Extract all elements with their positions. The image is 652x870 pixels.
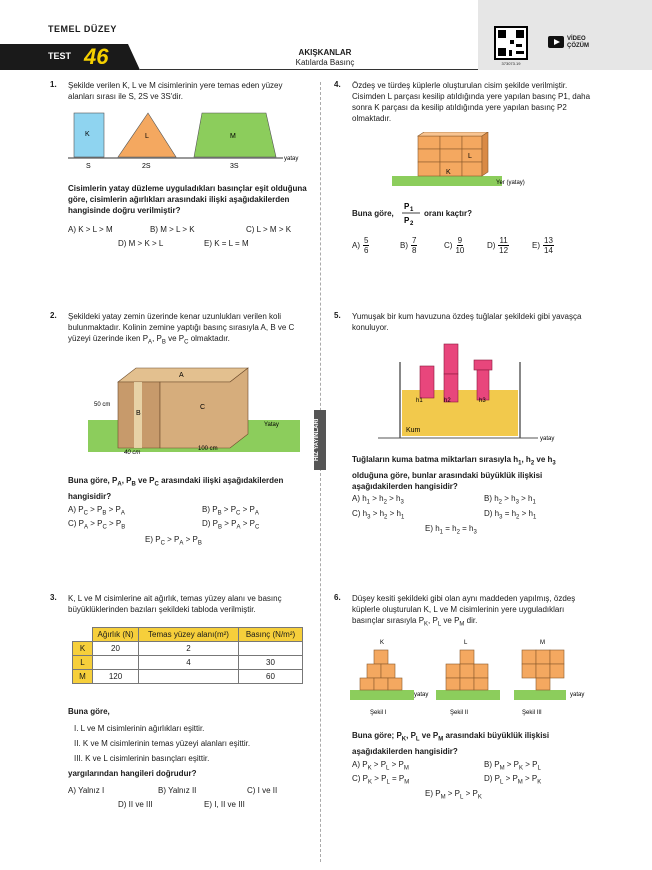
q3-text: K, L ve M cisimlerine ait ağırlık, temas yüzey alanı ve basınç büyüklüklerinden bazıları şekildeki tabloda verilmiştir. [68, 594, 282, 614]
q3-question: yargılarından hangileri doğrudur? [68, 769, 197, 778]
q3-header-pressure: Basınç (N/m²) [239, 628, 303, 642]
q5-h3-label: h3 [479, 398, 486, 404]
q6-figure [350, 634, 590, 722]
q3-option-c[interactable]: C) I ve II [247, 786, 278, 795]
q3-statement-1: I. L ve M cisimlerinin ağırlıkları eşittir. [74, 724, 205, 733]
q6-number: 6. [334, 593, 341, 602]
q4-option-d[interactable]: D) 11 12 [487, 236, 509, 255]
q2-width-label: 100 cm [198, 446, 218, 452]
q5-option-d[interactable]: D) $h_3 = h_2 > h_1$ [484, 509, 537, 521]
q2-face-a: A [179, 372, 184, 379]
q2-option-d[interactable]: D) $P_B > P_A > P_C$ [202, 519, 260, 531]
table-row: L 4 30 [73, 656, 303, 670]
svg-text:P: P [404, 202, 410, 211]
table-row: K 20 2 [73, 642, 303, 656]
q4-option-c[interactable]: C) 9 10 [444, 236, 465, 255]
q4-text: Özdeş ve türdeş küplerle oluşturulan cisim şekilde verilmiştir. Cisimden L parçası kesilip atıldığında yere yapılan basınç P1, daha sonra K parçası da kesilip atıldığında yere yapılan basınç P2 olmaktadır. [352, 81, 591, 123]
svg-text:1: 1 [410, 207, 414, 213]
qr-caption: 373073.19 [501, 61, 521, 66]
q2-face-b: B [136, 410, 141, 417]
q4-figure [392, 132, 592, 192]
q4-option-b[interactable]: B) 7 8 [400, 236, 417, 255]
q1-k-label: K [85, 131, 90, 138]
q2-height-label: 50 cm [94, 402, 111, 408]
q2-option-b[interactable]: B) $P_B > P_C > P_A$ [202, 505, 259, 517]
q1-s3-label: 3S [230, 163, 239, 170]
q3-option-a[interactable]: A) Yalnız I [68, 786, 105, 795]
q2-question: Buna göre, $P_A$, $P_B$ ve $P_C$ arasındaki ilişki aşağıdakilerden hangisidir? [68, 476, 284, 501]
qr-code-icon[interactable] [494, 26, 528, 60]
q5-sand-label: Kum [406, 427, 421, 434]
q3-number: 3. [50, 593, 57, 602]
table-row: M 120 60 [73, 670, 303, 684]
q5-h1-label: h1 [416, 398, 423, 404]
q2-depth-label: 40 cm [124, 450, 141, 456]
q3-table [72, 627, 303, 684]
q5-text: Yumuşak bir kum havuzuna özdeş tuğlalar şekildeki gibi yavaşça konuluyor. [352, 312, 582, 332]
video-play-icon[interactable] [548, 36, 564, 48]
q6-option-c[interactable]: C) $P_K > P_L = P_M$ [352, 774, 410, 786]
q6-fig2-caption: Şekil II [450, 710, 469, 716]
svg-text:P: P [404, 216, 410, 225]
q6-m-label: M [540, 640, 545, 646]
q2-option-c[interactable]: C) $P_A > P_C > P_B$ [68, 519, 126, 531]
q4-option-e[interactable]: E) 13 14 [532, 236, 553, 255]
q5-option-a[interactable]: A) $h_1 > h_2 > h_3$ [352, 494, 404, 506]
q5-figure [378, 340, 578, 445]
q4-question: Buna göre, [352, 209, 394, 218]
q3-option-b[interactable]: B) Yalnız II [158, 786, 197, 795]
q1-option-b[interactable]: B) M > L > K [150, 225, 195, 234]
q2-text: Şekildeki yatay zemin üzerinde kenar uzunlukları verilen koli bulunmaktadır. Kolinin zemine yaptığı basınç sırasıyla A, B ve C yüzeyi üzerinde iken $P_A$, $P_B$ ve $P_C$ olmaktadır. [68, 312, 295, 346]
q3-option-e[interactable]: E) I, II ve III [204, 800, 245, 809]
brand-level: TEMEL DÜZEY [48, 24, 117, 34]
q6-option-a[interactable]: A) $P_K > P_L > P_M$ [352, 760, 409, 772]
q1-s2-label: 2S [142, 163, 151, 170]
q1-m-label: M [230, 133, 236, 140]
q5-question: Tuğlaların kuma batma miktarları sırasıyla $h_1$, $h_2$ ve $h_3$ olduğuna göre, bunlar arasındaki büyüklük ilişkisi aşağıdakilerden hangisidir? [352, 455, 556, 491]
column-divider [320, 82, 321, 862]
video-solution-label[interactable]: VİDEO ÇÖZÜM [567, 36, 589, 49]
q6-ground3-label: yatay [570, 692, 585, 698]
q3-header-area: Temas yüzey alanı(m²) [139, 628, 239, 642]
topic-title: AKIŞKANLAR [298, 48, 352, 57]
q4-l-label: L [468, 153, 472, 160]
q1-number: 1. [50, 80, 57, 89]
q4-ratio [400, 199, 426, 227]
q6-option-b[interactable]: B) $P_M > P_K > P_L$ [484, 760, 541, 772]
q6-option-e[interactable]: E) $P_M > P_L > P_K$ [425, 789, 482, 801]
q5-number: 5. [334, 311, 341, 320]
q2-option-a[interactable]: A) $P_C > P_B > P_A$ [68, 505, 125, 517]
q1-text: Şekilde verilen K, L ve M cisimlerinin yere temas eden yüzey alanları sırası ile S, 2S ve 3S'dir. [68, 81, 283, 101]
test-label: TEST [48, 51, 72, 61]
q6-ground1-label: yatay [414, 692, 429, 698]
q4-question-end: oranı kaçtır? [424, 209, 473, 218]
q2-option-e[interactable]: E) $P_C > P_A > P_B$ [145, 535, 202, 547]
q2-ground-label: Yatay [264, 422, 279, 428]
q1-figure [68, 108, 308, 172]
q1-question: Cisimlerin yatay düzleme uyguladıkları basınçlar eşit olduğuna göre, cisimlerin ağırlıkları arasındaki ilişki aşağıdakilerden hangisinde doğru verilmiştir? [68, 184, 307, 215]
q6-l-label: L [464, 640, 468, 646]
q6-fig1-caption: Şekil I [370, 710, 387, 716]
q2-number: 2. [50, 311, 57, 320]
q5-option-c[interactable]: C) $h_3 > h_2 > h_1$ [352, 509, 405, 521]
q4-option-a[interactable]: A) 5 6 [352, 236, 369, 255]
q4-number: 4. [334, 80, 341, 89]
q6-option-d[interactable]: D) $P_L > P_M > P_K$ [484, 774, 542, 786]
q1-option-e[interactable]: E) K = L = M [204, 239, 249, 248]
q3-statement-2: II. K ve M cisimlerinin temas yüzeyi alanları eşittir. [74, 739, 251, 748]
q1-option-c[interactable]: C) L > M > K [246, 225, 292, 234]
q5-option-e[interactable]: E) $h_1 = h_2 = h_3$ [425, 524, 477, 536]
q3-header-weight: Ağırlık (N) [93, 628, 139, 642]
q6-question: Buna göre; $P_K$, $P_L$ ve $P_M$ arasındaki büyüklük ilişkisi aşağıdakilerden hangisidir? [352, 731, 550, 756]
test-number: 46 [84, 44, 109, 69]
q1-ground-label: yatay [284, 156, 299, 162]
q1-l-label: L [145, 133, 149, 140]
topic-subtitle: Katılarda Basınç [295, 58, 355, 67]
q6-k-label: K [380, 640, 385, 646]
q5-option-b[interactable]: B) $h_2 > h_3 > h_1$ [484, 494, 536, 506]
q2-face-c: C [200, 404, 206, 411]
q5-h2-label: h2 [444, 398, 451, 404]
q6-text: Düşey kesiti şekildeki gibi olan aynı maddeden yapılmış, özdeş küplerle oluşturulan K, L ve M cisimlerinin yere uyguladıkları basınçlar sırasıyla $P_K$, $P_L$ ve $P_M$ dir. [352, 594, 576, 628]
q4-k-label: K [446, 169, 451, 176]
svg-text:2: 2 [410, 221, 414, 227]
q6-fig3-caption: Şekil III [522, 710, 542, 716]
q3-statement-3: III. K ve L cisimlerinin basınçları eşittir. [74, 754, 210, 763]
q5-ground-label: yatay [540, 436, 555, 442]
q1-option-d[interactable]: D) M > K > L [118, 239, 164, 248]
q3-option-d[interactable]: D) II ve III [118, 800, 153, 809]
q4-ground-label: Yer (yatay) [496, 180, 525, 186]
q1-s1-label: S [86, 163, 91, 170]
q1-option-a[interactable]: A) K > L > M [68, 225, 113, 234]
side-publisher-mark: HIZ YAYINLARI [314, 410, 326, 470]
q3-lead: Buna göre, [68, 707, 110, 716]
q2-figure [88, 360, 300, 460]
